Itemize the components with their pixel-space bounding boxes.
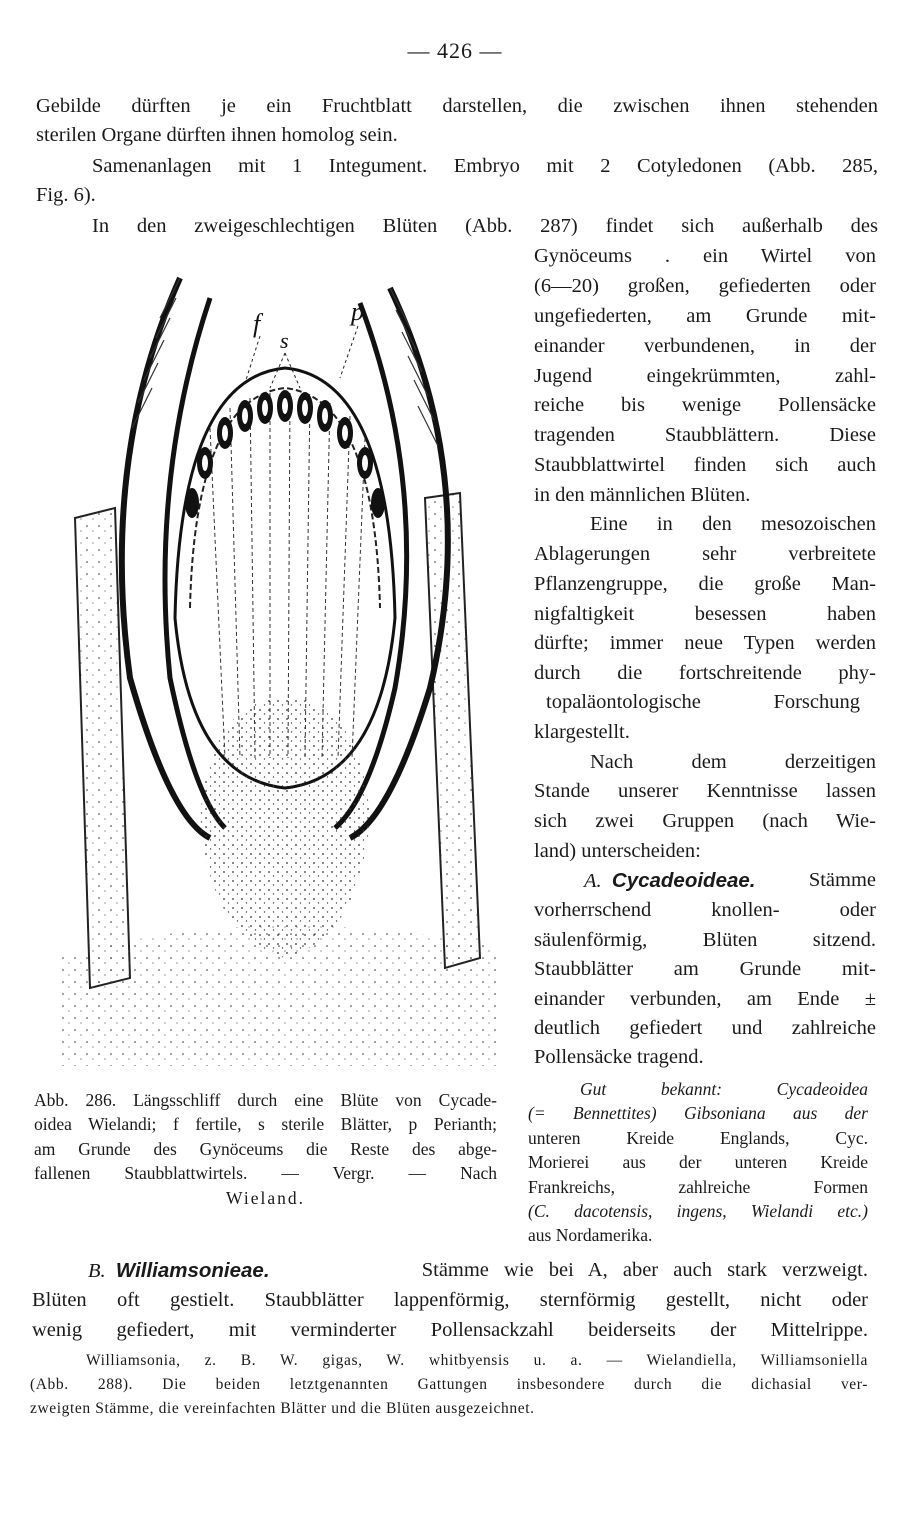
column-line: land) unterscheiden: [534,840,701,862]
column-line: Nach dem derzeitigen [590,751,876,773]
small-line: (C. dacotensis, ingens, Wielandi etc.) [528,1201,868,1221]
figure-label-s: s [280,328,289,353]
column-line: ungefiederten, am Grunde mit- [534,305,876,327]
column-line: Ablagerungen sehr verbreitete [534,543,876,565]
section-b-marker: B. [88,1260,106,1282]
column-line: reiche bis wenige Pollensäcke [534,394,876,416]
small-line: Gut bekannt: Cycadeoidea [580,1079,868,1099]
small-line: (= Bennettites) Gibsoniana aus der [528,1103,868,1123]
column-line: einander verbundenen, in der [534,335,876,357]
intro-line: Samenanlagen mit 1 Integument. Embryo mit 2 Cotyledonen (Abb. 285, [92,155,878,177]
column-line: (6—20) großen, gefiederten oder [534,275,876,297]
small-line: aus Nordamerika. [528,1225,653,1245]
intro-line: sterilen Organe dürften ihnen homolog sein. [36,124,398,146]
section-b-name: Williamsonieae. [115,1259,270,1282]
caption-line: fallenen Staubblattwirtels. — Vergr. — Nach [34,1163,497,1183]
section-a-heading [584,866,876,896]
column-line: in den männlichen Blüten. [534,484,751,506]
column-line: klargestellt. [534,721,630,743]
footnote-line: zweigten Stämme, die vereinfachten Blätter und die Blüten ausgezeichnet. [30,1400,535,1417]
section-a-first-rest: Stämme [808,869,876,891]
figure-label-p: p [351,297,364,326]
section-a-name: Cycadeoideae. [611,869,756,892]
column-line: Eine in den mesozoischen [590,513,876,535]
flower-section-figure [60,258,500,1066]
section-a-line: Staubblätter am Grunde mit- [534,958,876,980]
column-line: durch die fortschreitende phy- [534,662,876,684]
section-b-heading [88,1256,868,1286]
column-line: dürfte; immer neue Typen werden [534,632,876,654]
section-b-first-rest: Stämme wie bei A, aber auch stark verzweigt. [421,1259,868,1281]
small-line: Morierei aus der unteren Kreide [528,1152,868,1172]
section-a-line: Pollensäcke tragend. [534,1046,704,1068]
caption-line: am Grunde des Gynöceums die Reste des abge- [34,1139,497,1159]
section-a-line: vorherrschend knollen- oder [534,899,876,921]
intro-line: Fig. 6). [36,184,96,206]
column-line: Jugend eingekrümmten, zahl- [534,365,876,387]
section-a-line: deutlich gefiedert und zahlreiche [534,1017,876,1039]
page-number: — 426 — [407,38,503,63]
column-line: Pflanzengruppe, die große Man- [534,573,876,595]
footnote-line: Williamsonia, z. B. W. gigas, W. whitbyensis u. a. — Wielandiella, Williamsoniella [86,1352,868,1369]
caption-line: Wieland. [226,1188,305,1208]
small-line: Frankreichs, zahlreiche Formen [528,1177,868,1197]
column-line: topaläontologische Forschung [546,691,860,713]
caption-line: oidea Wielandi; f fertile, s sterile Blätter, p Perianth; [34,1114,497,1134]
column-line: Stande unserer Kenntnisse lassen [534,780,876,802]
footnote-line: (Abb. 288). Die beiden letztgenannten Gattungen insbesondere durch die dichasial ver- [30,1376,868,1393]
figure-label-f: f [253,309,261,338]
column-line: Staubblattwirtel finden sich auch [534,454,876,476]
small-line: unteren Kreide Englands, Cyc. [528,1128,868,1148]
section-b-line: Blüten oft gestielt. Staubblätter lappenförmig, sternförmig gestellt, nicht oder [32,1289,868,1311]
column-line: nigfaltigkeit besessen haben [534,603,876,625]
section-a-line: einander verbunden, am Ende ± [534,988,876,1010]
column-line: Gynöceums . ein Wirtel von [534,245,876,267]
column-line: sich zwei Gruppen (nach Wie- [534,810,876,832]
section-a-marker: A. [584,870,602,892]
intro-line: In den zweigeschlechtigen Blüten (Abb. 287) findet sich außerhalb des [92,215,878,237]
intro-line: Gebilde dürften je ein Fruchtblatt darstellen, die zwischen ihnen stehenden [36,95,878,117]
caption-line: Abb. 286. Längsschliff durch eine Blüte von Cycade- [34,1090,497,1110]
column-line: tragenden Staubblättern. Diese [534,424,876,446]
section-b-line: wenig gefiedert, mit verminderter Pollensackzahl beiderseits der Mittelrippe. [32,1319,868,1341]
section-a-line: säulenförmig, Blüten sitzend. [534,929,876,951]
